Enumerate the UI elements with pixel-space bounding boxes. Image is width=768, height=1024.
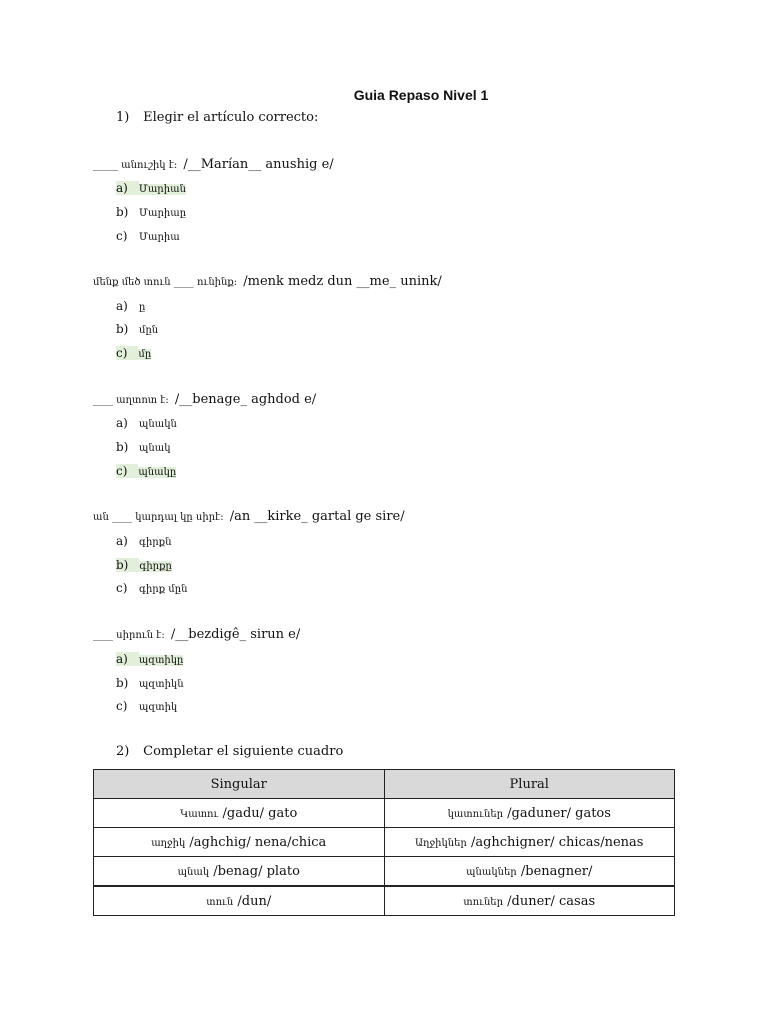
cell-armenian: տուն <box>206 896 234 908</box>
option-1c[interactable] <box>116 229 180 243</box>
question-transliteration: /__benage_ aghdod e/ <box>170 392 317 407</box>
cell-transliteration: /gaduner/ gatos <box>503 805 611 821</box>
table-cell <box>384 799 675 828</box>
option-1a[interactable] <box>116 181 186 195</box>
option-letter: c) <box>116 581 128 595</box>
cell-armenian: պնակներ <box>466 866 517 878</box>
option-2a[interactable] <box>116 299 145 313</box>
option-letter: c) <box>116 346 138 360</box>
option-letter: b) <box>116 205 129 219</box>
question-transliteration: /menk medz dun __me_ unink/ <box>239 274 442 289</box>
section-number: 2) <box>116 744 130 759</box>
cell-armenian: տուներ <box>463 896 504 908</box>
option-text: պզտիկ <box>139 702 178 713</box>
option-3b[interactable] <box>116 440 171 454</box>
table-cell <box>94 886 385 916</box>
question-armenian: ____ աղտոտ է: <box>93 395 169 406</box>
option-text: մըն <box>139 325 159 336</box>
option-text: Մարիան <box>138 184 186 195</box>
cell-armenian: Աղջիկներ <box>415 837 467 849</box>
option-text: Մարիաը <box>139 208 187 219</box>
table-row <box>94 857 675 887</box>
option-letter: c) <box>116 464 138 478</box>
cell-transliteration: /gadu/ gato <box>218 805 298 821</box>
option-text: մը <box>138 349 152 360</box>
question-3 <box>93 392 316 407</box>
cell-armenian: պնակ <box>177 866 210 878</box>
question-transliteration: /__bezdigê_ sirun e/ <box>166 627 301 642</box>
document-title: Guia Repaso Nivel 1 <box>353 87 489 103</box>
section-number: 1) <box>116 110 130 125</box>
column-header-plural: Plural <box>384 770 675 799</box>
option-letter: a) <box>116 652 139 666</box>
option-3a[interactable] <box>116 416 177 430</box>
cell-transliteration: /benagner/ <box>516 863 593 879</box>
option-letter: b) <box>116 322 129 336</box>
table-row <box>94 828 675 857</box>
option-text: պնակ <box>139 443 171 454</box>
cell-transliteration: /aghchig/ nena/chica <box>185 834 327 850</box>
option-letter: b) <box>116 676 129 690</box>
option-5b[interactable] <box>116 676 184 690</box>
option-letter: c) <box>116 229 128 243</box>
option-text: պզտիկն <box>139 679 184 690</box>
option-letter: a) <box>116 181 139 195</box>
cell-transliteration: /benag/ plato <box>209 863 300 879</box>
table-cell <box>384 828 675 857</box>
option-2c[interactable] <box>116 346 151 360</box>
table-cell <box>384 857 675 887</box>
question-1 <box>93 157 334 172</box>
option-text: գիրք մըն <box>139 584 188 595</box>
option-4b[interactable] <box>116 558 172 572</box>
option-letter: b) <box>116 440 129 454</box>
option-text: ը <box>139 302 146 313</box>
option-2b[interactable] <box>116 322 158 336</box>
option-text: պզտիկը <box>138 655 184 666</box>
option-letter: c) <box>116 699 128 713</box>
option-text: պնակը <box>138 467 177 478</box>
option-letter: b) <box>116 558 139 572</box>
question-armenian: _____ անուշիկ է: <box>93 160 178 171</box>
table-row <box>94 886 675 916</box>
question-5 <box>93 627 300 642</box>
column-header-singular: Singular <box>94 770 385 799</box>
vocabulary-table <box>93 769 675 916</box>
section-text: Completar el siguiente cuadro <box>143 744 344 759</box>
section-text: Elegir el artículo correcto: <box>143 110 319 125</box>
option-text: գիրքն <box>139 537 172 548</box>
question-4 <box>93 509 405 524</box>
section-2-heading <box>116 744 343 759</box>
option-4c[interactable] <box>116 581 187 595</box>
table-cell <box>94 799 385 828</box>
option-letter: a) <box>116 416 128 430</box>
table-cell <box>94 857 385 887</box>
option-letter: a) <box>116 534 128 548</box>
option-4a[interactable] <box>116 534 171 548</box>
cell-transliteration: /aghchigner/ chicas/nenas <box>466 834 644 850</box>
question-transliteration: /an __kirke_ gartal ge sire/ <box>225 509 405 524</box>
table-cell <box>384 886 675 916</box>
question-armenian: ան ____ կարդալ կը սիրէ: <box>93 512 224 523</box>
option-5a[interactable] <box>116 652 183 666</box>
option-letter: a) <box>116 299 128 313</box>
cell-transliteration: /dun/ <box>233 893 272 909</box>
section-1-heading <box>116 110 318 125</box>
table-cell <box>94 828 385 857</box>
question-armenian: ____ սիրուն է: <box>93 630 165 641</box>
option-3c[interactable] <box>116 464 176 478</box>
question-armenian: մենք մեծ տուն ____ ունինք: <box>93 277 238 288</box>
cell-armenian: կատուներ <box>447 808 504 820</box>
option-text: գիրքը <box>139 561 172 572</box>
question-2 <box>93 274 442 289</box>
question-transliteration: /__Marían__ anushig e/ <box>179 157 334 172</box>
option-1b[interactable] <box>116 205 186 219</box>
option-text: Մարիա <box>139 232 180 243</box>
option-text: պնակն <box>139 419 177 430</box>
cell-armenian: Կատու <box>180 808 219 820</box>
table-row <box>94 799 675 828</box>
cell-armenian: աղջիկ <box>151 837 186 849</box>
option-5c[interactable] <box>116 699 177 713</box>
cell-transliteration: /duner/ casas <box>503 893 596 909</box>
table-header-row <box>94 770 675 799</box>
